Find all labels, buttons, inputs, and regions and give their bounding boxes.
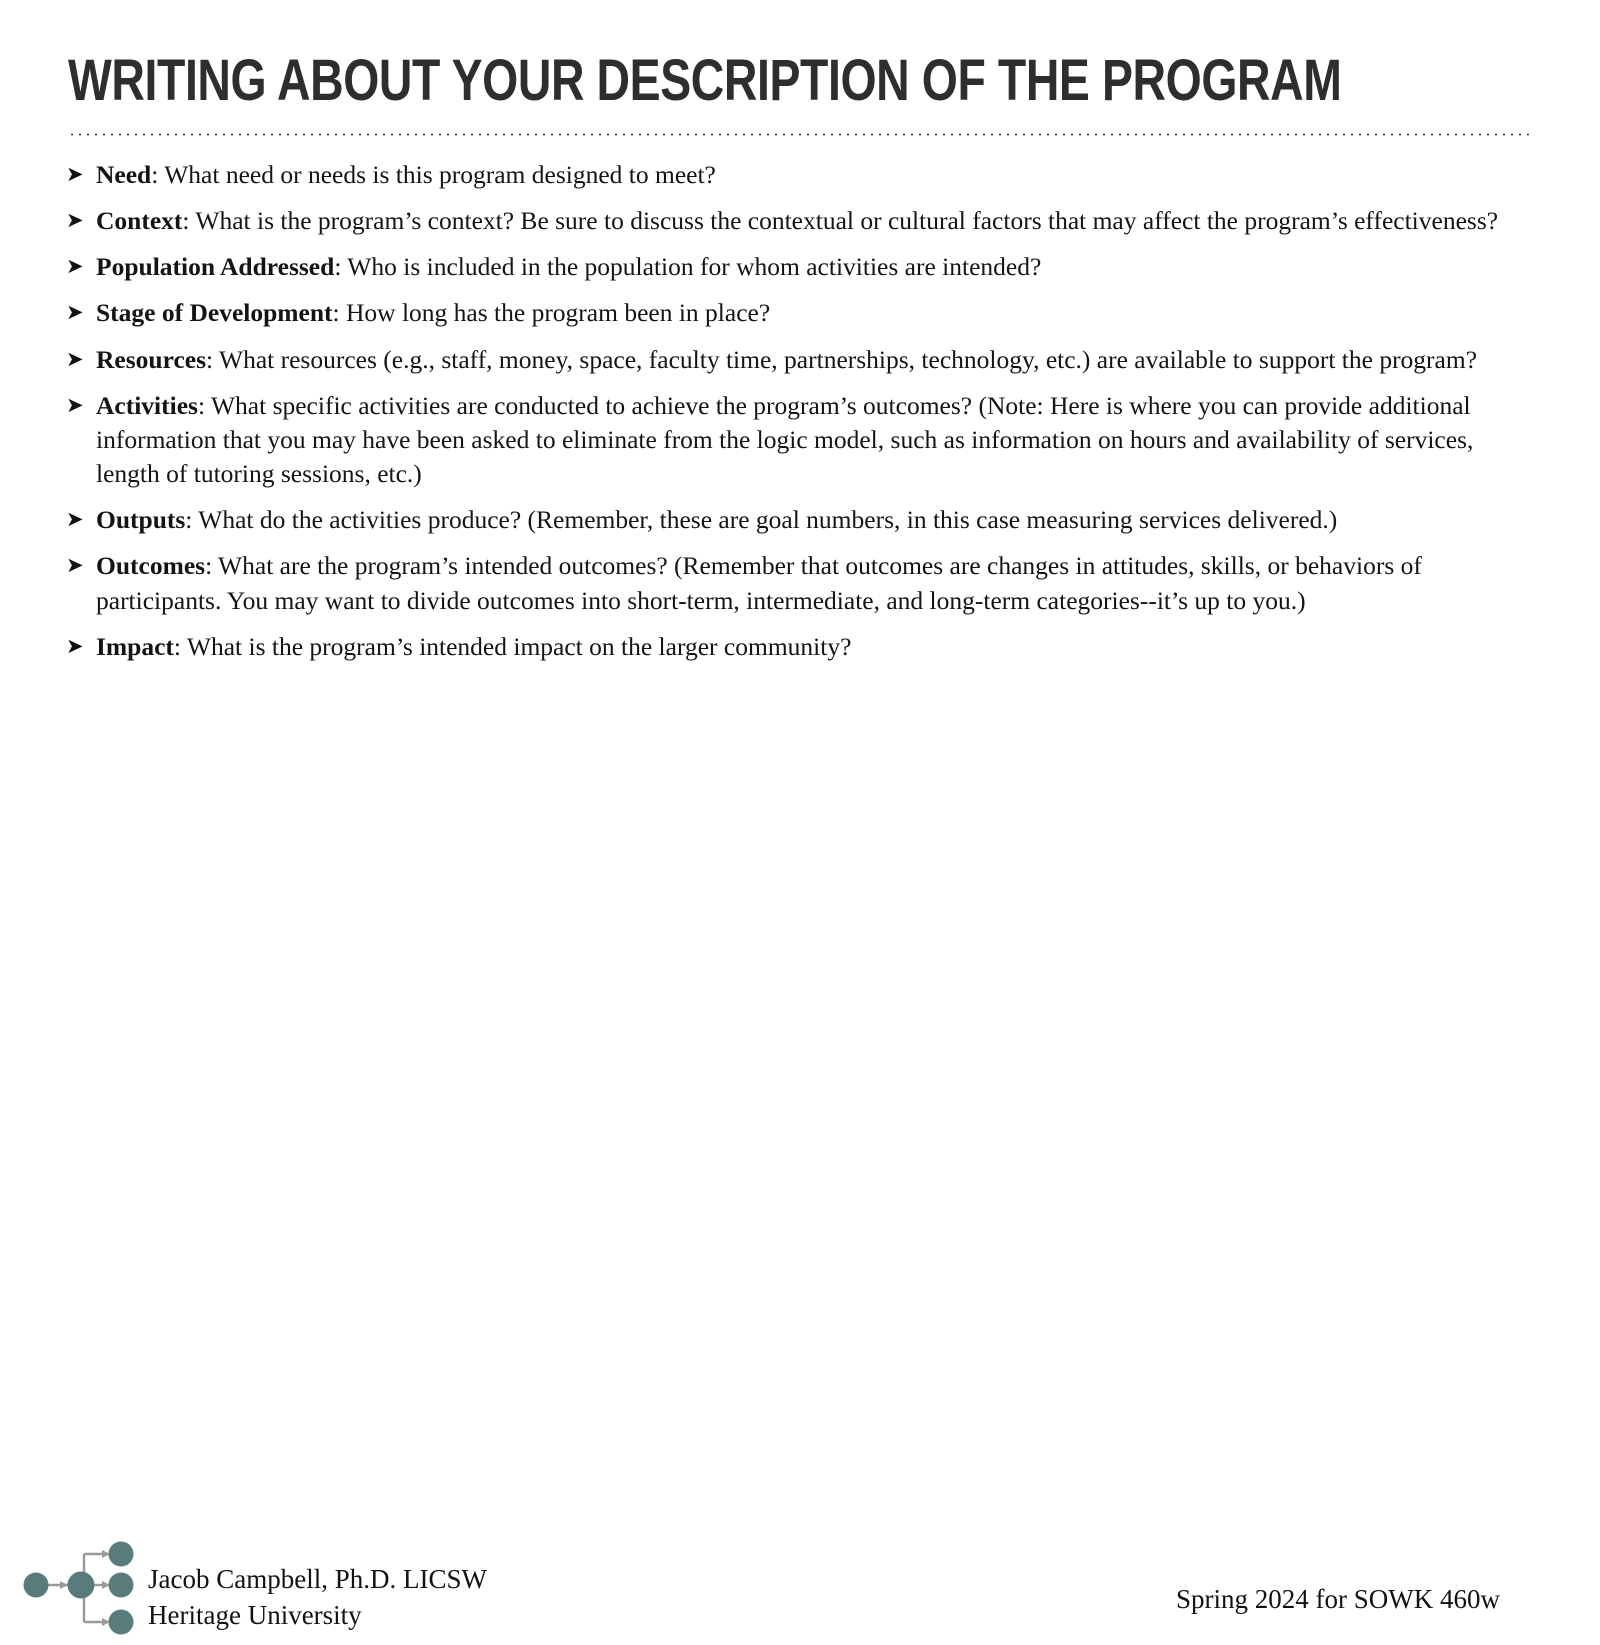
- list-item-description: : What do the activities produce? (Remember, these are goal numbers, in this case measuring services delivered.): [185, 505, 1338, 535]
- list-item: [66, 158, 1532, 192]
- list-item: [66, 204, 1532, 238]
- logo-node-input: [24, 1573, 49, 1598]
- list-item-term: Population Addressed: [96, 252, 335, 282]
- list-item-term: Impact: [96, 631, 174, 661]
- title-block: [68, 48, 1532, 113]
- list-item-description: : Who is included in the population for whom activities are intended?: [334, 252, 1042, 282]
- list-item-term: Resources: [96, 344, 207, 374]
- list-item-description: : How long has the program been in place?: [332, 298, 771, 328]
- arrow-bullet-icon: ➤: [66, 633, 84, 658]
- presenter-affiliation: Heritage University: [148, 1599, 362, 1630]
- list-item-description: : What need or needs is this program designed to meet?: [151, 160, 716, 189]
- arrow-bullet-icon: ➤: [66, 392, 84, 417]
- list-item-term: Context: [96, 206, 183, 236]
- list-item: [66, 296, 1532, 330]
- arrow-bullet-icon: ➤: [66, 208, 84, 233]
- presenter-block: [148, 1562, 487, 1633]
- list-item: [66, 250, 1532, 284]
- page-title: WRITING ABOUT YOUR DESCRIPTION OF THE PROGRAM: [68, 48, 1342, 113]
- list-item-term: Outputs: [96, 505, 186, 535]
- list-item: [66, 503, 1532, 537]
- arrow-bullet-icon: ➤: [66, 300, 84, 325]
- list-item-description: : What is the program’s context? Be sure to discuss the contextual or cultural factors that may affect the program’s effectiveness?: [182, 206, 1499, 236]
- list-item-description: : What are the program’s intended outcomes? (Remember that outcomes are changes in attitudes, skills, or behaviors of participants. You may want to divide outcomes into short-term, intermediate, and long-term categories--it’s up to you.): [96, 551, 1422, 615]
- slide-footer: [0, 760, 1600, 1630]
- list-item: [66, 343, 1532, 377]
- list-item: [66, 549, 1532, 617]
- logo-node-output-top: [109, 1542, 134, 1567]
- logo-node-center: [68, 1572, 95, 1599]
- arrow-bullet-icon: ➤: [66, 162, 84, 186]
- arrow-bullet-icon: ➤: [66, 553, 84, 578]
- course-info: Spring 2024 for SOWK 460w: [1176, 1584, 1500, 1614]
- list-item-description: : What is the program’s intended impact on the larger community?: [173, 631, 852, 661]
- arrow-bullet-icon: ➤: [66, 346, 84, 371]
- arrow-bullet-icon: ➤: [66, 254, 84, 279]
- title-divider: [68, 133, 1532, 136]
- list-item-description: : What resources (e.g., staff, money, space, faculty time, partnerships, technology, etc.) are available to support the program?: [206, 344, 1478, 374]
- list-item: [66, 630, 1532, 664]
- list-item-term: Outcomes: [96, 551, 206, 581]
- presenter-name: Jacob Campbell, Ph.D. LICSW: [148, 1564, 487, 1594]
- list-item-description: : What specific activities are conducted to achieve the program’s outcomes? (Note: Here is where you can provide additional information that you may have been asked to eliminate from the logic model, such as information on hours and availability of services, length of tutoring sessions, etc.): [96, 390, 1474, 489]
- list-item-term: Activities: [96, 390, 198, 420]
- branching-nodes-logo: [16, 1530, 134, 1640]
- list-item: [66, 389, 1532, 491]
- logo-node-output-bottom: [109, 1610, 134, 1635]
- content-bullet-list: [66, 158, 1532, 664]
- list-item-term: Stage of Development: [96, 298, 333, 328]
- arrow-bullet-icon: ➤: [66, 507, 84, 532]
- logo-node-output-middle: [109, 1573, 134, 1598]
- list-item-term: Need: [96, 160, 152, 189]
